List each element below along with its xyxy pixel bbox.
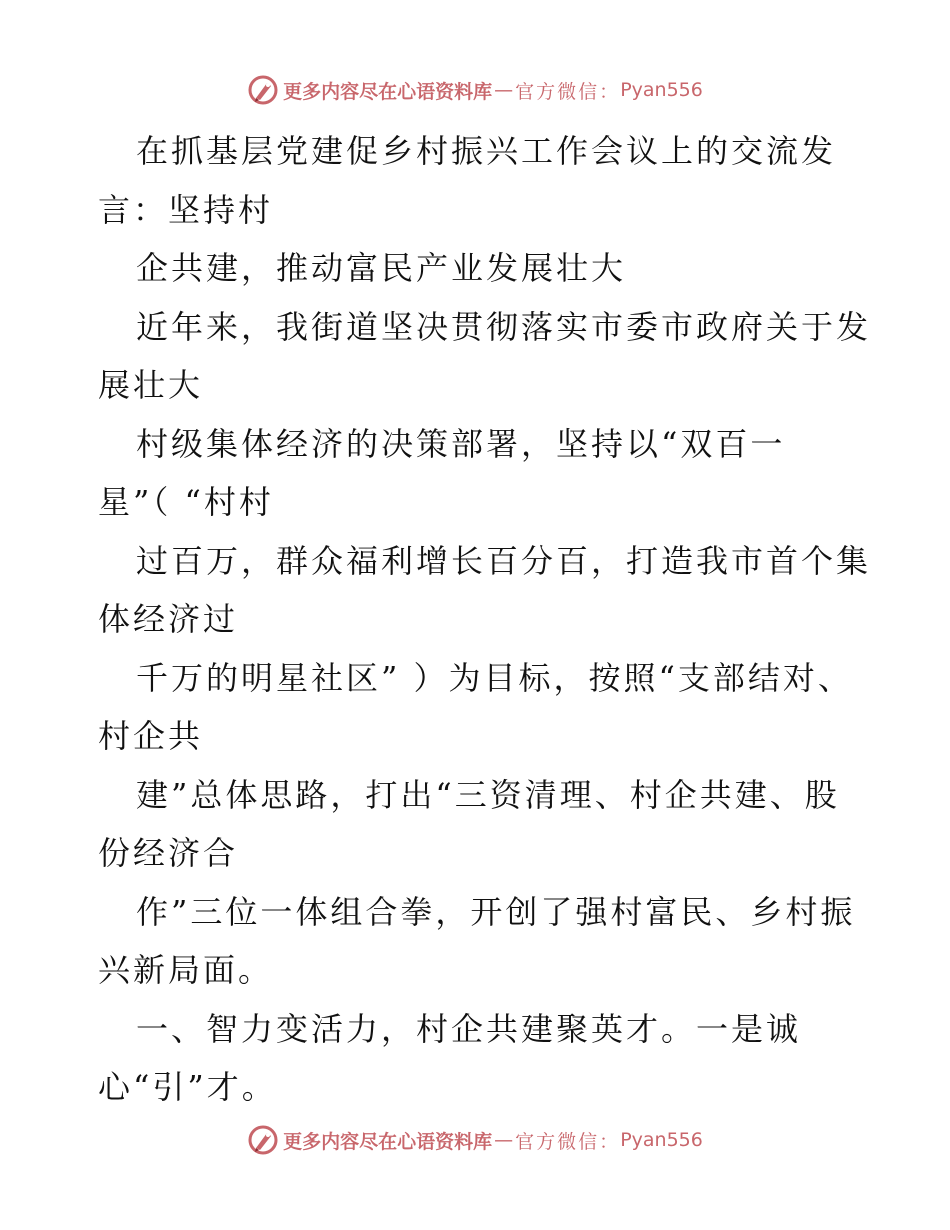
footer-banner [0,1122,950,1158]
banner-wechat-label: 官方微信： [515,80,621,103]
banner-wechat-label: 官方微信： [515,1130,621,1153]
text-line: 一、智力变活力，村企共建聚英才。一是诚 [136,1009,802,1048]
pen-logo-icon [247,1124,279,1156]
banner-separator: — [494,1129,514,1151]
header-banner [0,72,950,108]
text-line: 星”（ “村村 [98,483,274,521]
text-line: 份经济合 [98,834,239,872]
text-line: 村企共 [98,717,204,755]
text-line: 体经济过 [98,600,239,638]
banner-wechat-id: Pyan556 [620,1129,703,1151]
text-line: 言：坚持村 [98,190,274,229]
text-line: 作”三位一体组合拳，开创了强村富民、乡村振 [136,892,856,931]
banner-wechat-id: Pyan556 [620,79,703,101]
text-line: 建”总体思路，打出“三资清理、村企共建、股 [136,775,840,814]
pen-logo-icon [247,74,279,106]
text-line: 近年来，我街道坚决贯彻落实市委市政府关于发 [136,307,872,346]
text-line: 在抓基层党建促乡村振兴工作会议上的交流发 [136,132,837,170]
text-line: 过百万，群众福利增长百分百，打造我市首个集 [136,541,872,580]
text-line: 千万的明星社区” ）为目标，按照“支部结对、 [136,658,853,697]
text-line: 展壮大 [98,366,204,404]
banner-slogan: 更多内容尽在心语资料库 [283,80,493,103]
banner-separator: — [494,79,514,101]
text-line: 心“引”才。 [98,1068,277,1106]
text-line: 村级集体经济的决策部署，坚持以“双百一 [136,424,786,463]
text-line: 兴新局面。 [98,951,274,989]
text-line: 企共建，推动富民产业发展壮大 [136,249,627,287]
banner-slogan: 更多内容尽在心语资料库 [283,1130,493,1153]
document-body [98,122,878,1117]
